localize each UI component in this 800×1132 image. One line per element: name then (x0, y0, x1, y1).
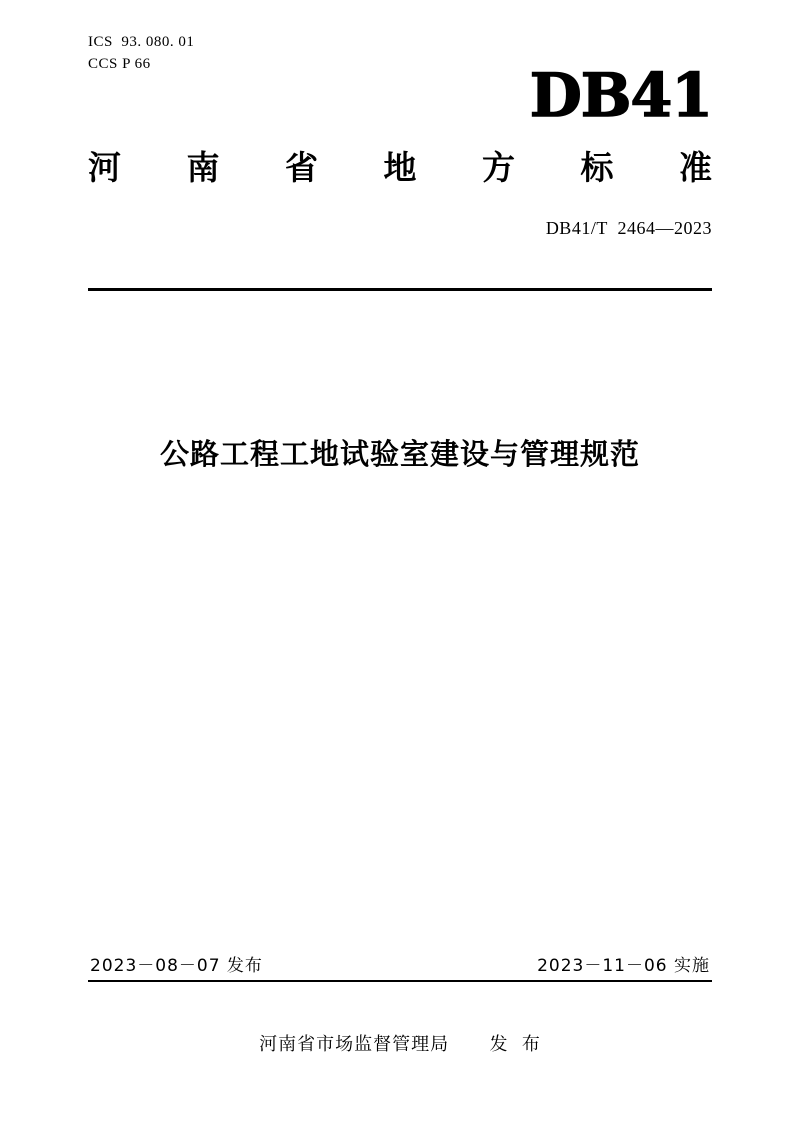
header-char-4: 地 (383, 148, 417, 187)
standard-header (88, 142, 712, 189)
db41-logo: DB41 (529, 61, 712, 131)
header-char-5: 方 (482, 148, 515, 187)
header-char-6: 标 (580, 148, 614, 187)
issuing-authority: 河南省市场监督管理局 发 布 (259, 1034, 541, 1055)
header-char-7: 准 (679, 148, 712, 187)
issue-date: 2023－08－07 发布 (90, 956, 263, 976)
header-divider (88, 288, 712, 291)
classification-codes (88, 32, 194, 76)
implementation-date: 2023－11－06 实施 (537, 956, 710, 976)
header-char-3: 省 (285, 148, 318, 187)
header-char-2: 南 (186, 148, 220, 187)
page-title: 公路工程工地试验室建设与管理规范 (159, 437, 640, 471)
standard-number: DB41/T 2464—2023 (545, 218, 712, 238)
footer-divider (88, 980, 712, 982)
header-char-1: 河 (88, 148, 121, 187)
ics-code: ICS 93. 080. 01 (88, 34, 195, 50)
ccs-code: CCS P 66 (88, 55, 151, 72)
